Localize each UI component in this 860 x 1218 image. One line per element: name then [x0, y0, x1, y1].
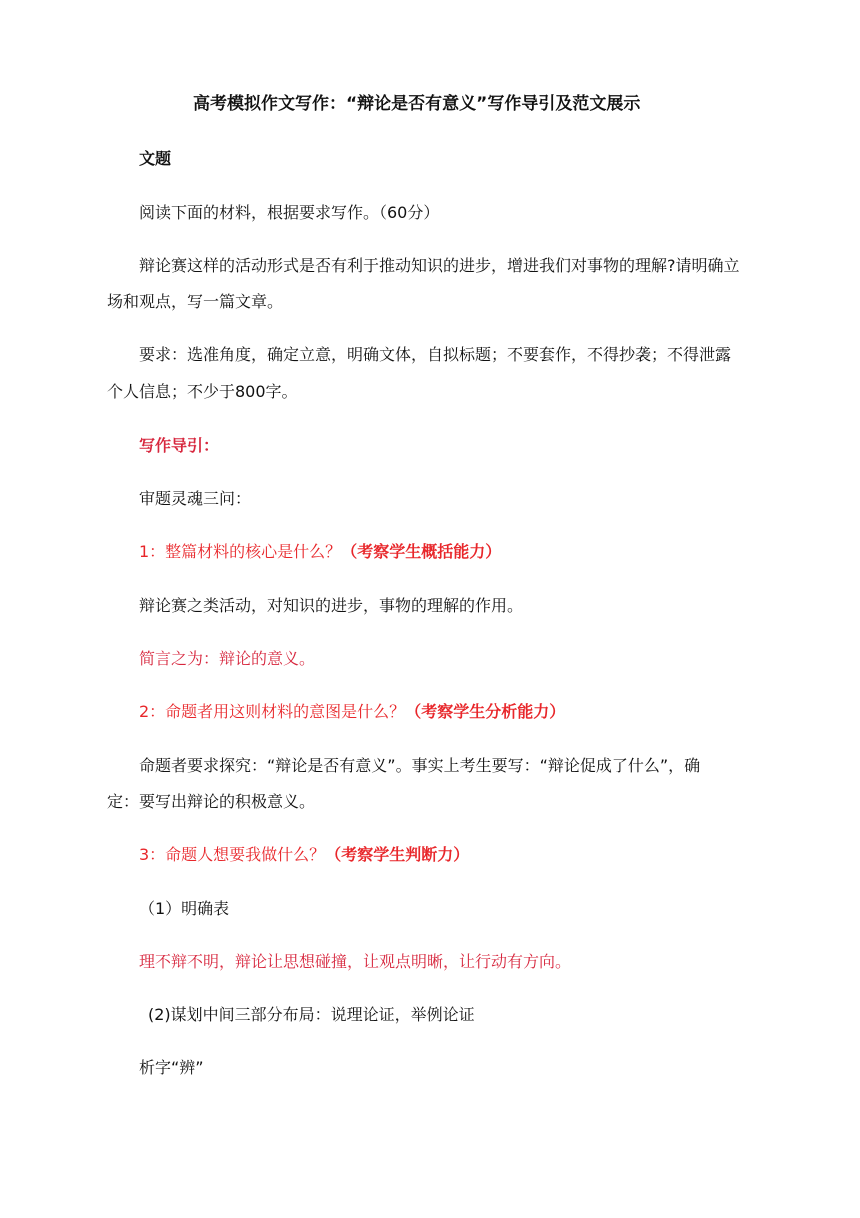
analysis-label: 析字“辨”: [139, 1058, 204, 1077]
step-1-statement: 理不辩不明，辩论让思想碰撞，让观点明晰，让行动有方向。: [139, 952, 572, 971]
question-2-tag: （考察学生分析能力）: [405, 702, 566, 721]
question-2: [139, 702, 565, 722]
requirements-line-2: 个人信息；不少于800字。: [107, 382, 298, 401]
question-1: [139, 542, 501, 562]
step-2-label: (2)谋划中间三部分布局：说理论证，举例论证: [148, 1005, 475, 1024]
requirements-line-1: 要求：选准角度，确定立意，明确文体，自拟标题；不要套作，不得抄袭；不得泄露: [139, 345, 732, 364]
section-topic-heading: 文题: [139, 149, 172, 168]
document-title: 高考模拟作文写作：“辩论是否有意义”写作导引及范文展示: [193, 94, 641, 114]
question-3-text: 3：命题人想要我做什么？: [139, 845, 326, 864]
answer-1: 辩论赛之类活动，对知识的进步，事物的理解的作用。: [139, 596, 524, 615]
answer-2-line-2: 定：要写出辩论的积极意义。: [107, 792, 316, 811]
prompt-line-2: 场和观点，写一篇文章。: [107, 292, 284, 311]
question-1-tag: （考察学生概括能力）: [341, 542, 502, 561]
question-1-text: 1：整篇材料的核心是什么？: [139, 542, 342, 561]
three-questions-label: 审题灵魂三问：: [139, 489, 252, 508]
question-2-text: 2：命题者用这则材料的意图是什么？: [139, 702, 406, 721]
answer-2-line-1: 命题者要求探究：“辩论是否有意义”。事实上考生要写：“辩论促成了什么”，确: [139, 756, 701, 775]
guide-heading: 写作导引：: [139, 436, 220, 455]
question-3-tag: （考察学生判断力）: [325, 845, 470, 864]
question-3: [139, 845, 469, 865]
instruction-text: 阅读下面的材料，根据要求写作。（60分）: [139, 203, 440, 222]
step-1-label: （1）明确表: [139, 899, 230, 918]
prompt-line-1: 辩论赛这样的活动形式是否有利于推动知识的进步，增进我们对事物的理解?请明确立: [139, 256, 740, 275]
answer-1-summary: 简言之为：辩论的意义。: [139, 649, 316, 668]
